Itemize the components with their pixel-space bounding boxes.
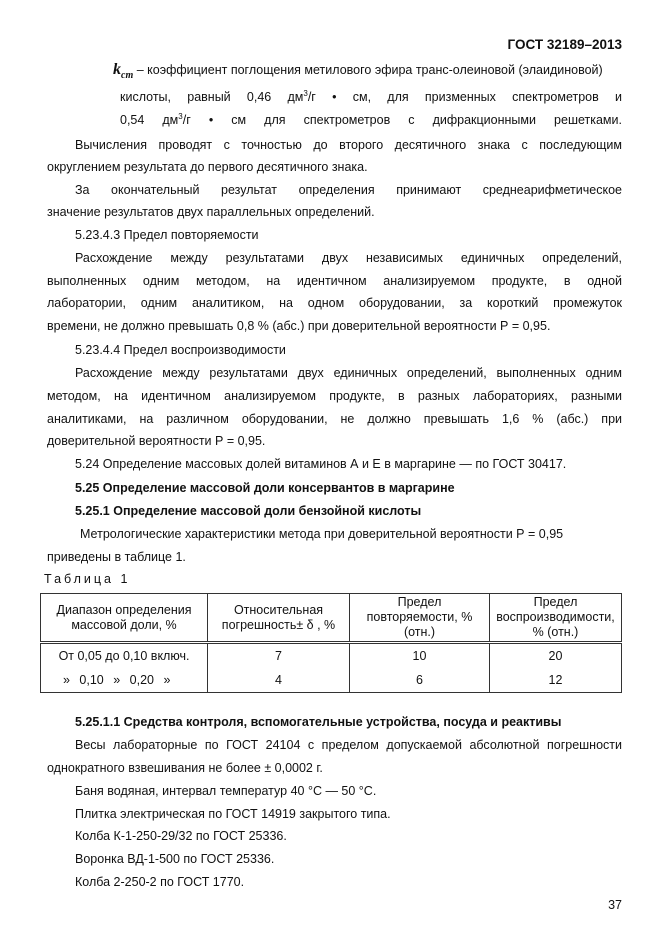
table-row — [41, 668, 622, 693]
paragraph-line: Расхождение между результатами двух единичных определений, выполненных одним — [75, 366, 622, 380]
paragraph-line: однократного взвешивания не более ± 0,0002 г. — [47, 761, 323, 775]
section-heading: 5.25 Определение массовой доли консервантов в маргарине — [75, 481, 455, 495]
section-heading: 5.25.1 Определение массовой доли бензойной кислоты — [75, 504, 422, 518]
paragraph-line: Метрологические характеристики метода при доверительной вероятности Р = 0,95 — [80, 527, 564, 541]
paragraph-line: Расхождение между результатами двух независимых единичных определений, — [75, 251, 622, 265]
document-header: ГОСТ 32189–2013 — [507, 37, 622, 52]
kst-definition: $k_{ст}$ – коэффициент поглощения метилового эфира транс-олеиновой (элаидиновой) — [113, 61, 603, 82]
paragraph-line: За окончательный результат определения принимают среднеарифметическое — [75, 183, 622, 197]
table-caption: Таблица 1 — [44, 572, 131, 586]
table-header: Относительная погрешность± δ , % — [208, 594, 350, 643]
paragraph-line: Весы лабораторные по ГОСТ 24104 с пределом допускаемой абсолютной погрешности — [75, 738, 622, 752]
paragraph-line: аналитиками, на различном оборудовании, не должно превышать 1,6 % (абс.) при — [47, 412, 622, 426]
paragraph-line: Плитка электрическая по ГОСТ 14919 закрытого типа. — [75, 807, 391, 821]
table-row — [41, 643, 622, 669]
table-cell: 12 — [490, 668, 622, 693]
paragraph-line: приведены в таблице 1. — [47, 550, 186, 564]
kst-symbol: $k_{ст}$ — [113, 61, 134, 82]
paragraph-line: 5.24 Определение массовых долей витаминов А и Е в маргарине — по ГОСТ 30417. — [75, 457, 567, 471]
paragraph-line: доверительной вероятности Р = 0,95. — [47, 434, 266, 448]
paragraph-line: Воронка ВД-1-500 по ГОСТ 25336. — [75, 852, 275, 866]
paragraph-line: Колба К-1-250-29/32 по ГОСТ 25336. — [75, 829, 287, 843]
paragraph-line: Вычисления проводят с точностью до второго десятичного знака с последующим — [75, 138, 622, 152]
page-number: 37 — [608, 898, 622, 912]
paragraph-line: Колба 2-250-2 по ГОСТ 1770. — [75, 875, 245, 889]
table-header: Предел воспроизводимости, % (отн.) — [490, 594, 622, 643]
table-cell: 7 — [208, 643, 350, 669]
paragraph-line: лаборатории, одним аналитиком, на одном оборудовании, за короткий промежуток — [47, 296, 622, 310]
table-cell: 20 — [490, 643, 622, 669]
paragraph-line: Баня водяная, интервал температур 40 °С — 50 °С. — [75, 784, 377, 798]
metrology-table — [40, 593, 622, 693]
section-heading: 5.23.4.3 Предел повторяемости — [75, 228, 259, 242]
table-cell: » 0,10 » 0,20 » — [41, 668, 208, 693]
section-heading: 5.25.1.1 Средства контроля, вспомогательные устройства, посуда и реактивы — [75, 715, 562, 729]
paragraph-line: методом, на идентичном анализируемом продукте, в разных лабораториях, разными — [47, 389, 622, 403]
paragraph-line: времени, не должно превышать 0,8 % (абс.) при доверительной вероятности Р = 0,95. — [47, 319, 551, 333]
paragraph-line: округлением результата до первого десятичного знака. — [47, 160, 368, 174]
table-header: Предел повторяемости, % (отн.) — [350, 594, 490, 643]
table-cell: 10 — [350, 643, 490, 669]
section-heading: 5.23.4.4 Предел воспроизводимости — [75, 343, 286, 357]
table-cell: 4 — [208, 668, 350, 693]
table-cell: 6 — [350, 668, 490, 693]
table-header: Диапазон определения массовой доли, % — [41, 594, 208, 643]
kst-line-3: 0,54 $дм^3/г$ • см для спектрометров с дифракционными решетками. — [120, 111, 622, 127]
paragraph-line: выполненных одним методом, на идентичном анализируемом продукте, в одной — [47, 274, 622, 288]
kst-line-2: кислоты, равный 0,46 $дм^3/г$ • см, для призменных спектрометров и — [120, 88, 623, 104]
paragraph-line: значение результатов двух параллельных определений. — [47, 205, 375, 219]
table-cell: От 0,05 до 0,10 включ. — [41, 643, 208, 669]
